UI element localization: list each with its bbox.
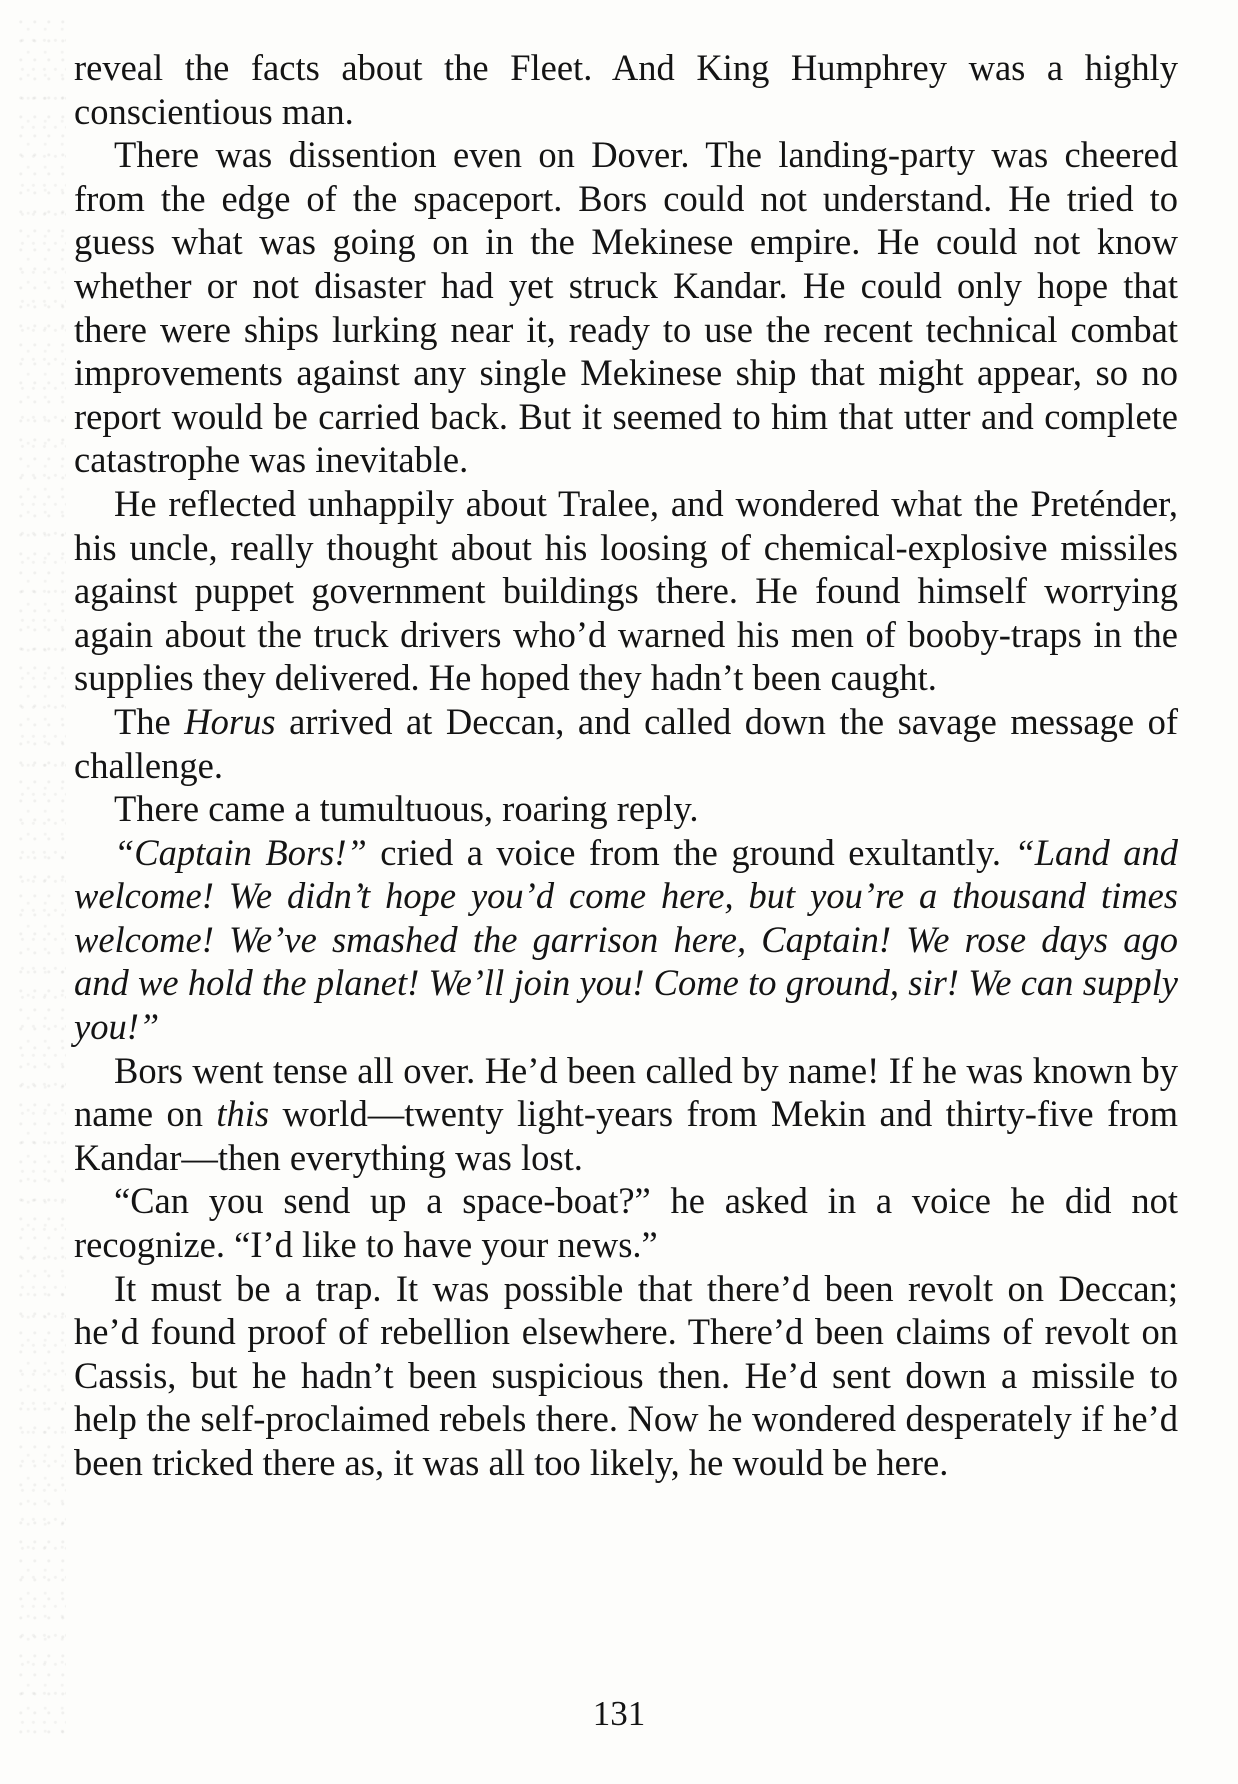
page-number: 131 — [592, 1694, 646, 1733]
paragraph-5: There came a tumultuous, roaring reply. — [114, 788, 699, 830]
body-text — [74, 46, 1178, 1485]
paragraph-9: It must be a trap. It was possible that there’d been revolt on Deccan; he’d found proof of rebellion elsewhere. There’d been claims of revolt on Cassis, but he hadn’t been suspicious then. He’d sent down a missile to help the self-proclaimed rebels there. Now he wondered desperately if he’d been tricked there as, it was all too likely, he would be here. — [74, 1267, 1178, 1483]
paragraph-4-lead: The — [114, 700, 185, 742]
paragraph-6-narration: cried a voice from the ground exultantly. — [366, 831, 1015, 873]
paragraph-6 — [74, 831, 1178, 1049]
paragraph-7-rest: world—twenty light-years from Mekin and thirty-five from Kandar—then everything was lost. — [74, 1093, 1178, 1178]
ship-name: Horus — [184, 700, 276, 742]
paragraph-4 — [74, 700, 1178, 787]
paragraph-6-shout: “Captain Bors!” — [114, 831, 367, 873]
paragraph-1: reveal the facts about the Fleet. And King Humphrey was a highly conscientious man. — [74, 47, 1178, 132]
paragraph-3: He reflected unhappily about Tralee, and wondered what the Preténder, his uncle, really thought about his loosing of chemical-explosive missiles against puppet government buildings there. He found himself worrying again about the truck drivers who’d warned his men of booby-traps in the supplies they delivered. He hoped they hadn’t been caught. — [74, 482, 1178, 699]
paragraph-6-speech: “Land and welcome! We didn’t hope you’d come here, but you’re a thousand times welcome! We’ve smashed the garrison here, Captain! We rose days ago and we hold the planet! We’ll join you! Come to ground, sir! We can supply you!” — [74, 831, 1178, 1048]
paragraph-8: “Can you send up a space-boat?” he asked in a voice he did not recognize. “I’d like to have your news.” — [74, 1180, 1178, 1266]
paragraph-7 — [74, 1049, 1178, 1180]
paragraph-7-lead: Bors went tense all over. He’d been called by name! If he was known by name on — [74, 1049, 1178, 1135]
paragraph-2: There was dissention even on Dover. The landing-party was cheered from the edge of the spaceport. Bors could not understand. He tried to guess what was going on in the Mekinese empire. He could not know whether or not disaster had yet struck Kandar. He could only hope that there were ships lurking near it, ready to use the recent technical combat improvements against any single Mekinese ship that might appear, so no report would be carried back. But it seemed to him that utter and complete catastrophe was inevitable. — [74, 134, 1178, 481]
paragraph-7-emphasis: this — [216, 1093, 270, 1135]
paragraph-4-rest: arrived at Deccan, and called down the savage message of challenge. — [74, 700, 1178, 786]
gutter-shadow — [18, 20, 66, 1740]
